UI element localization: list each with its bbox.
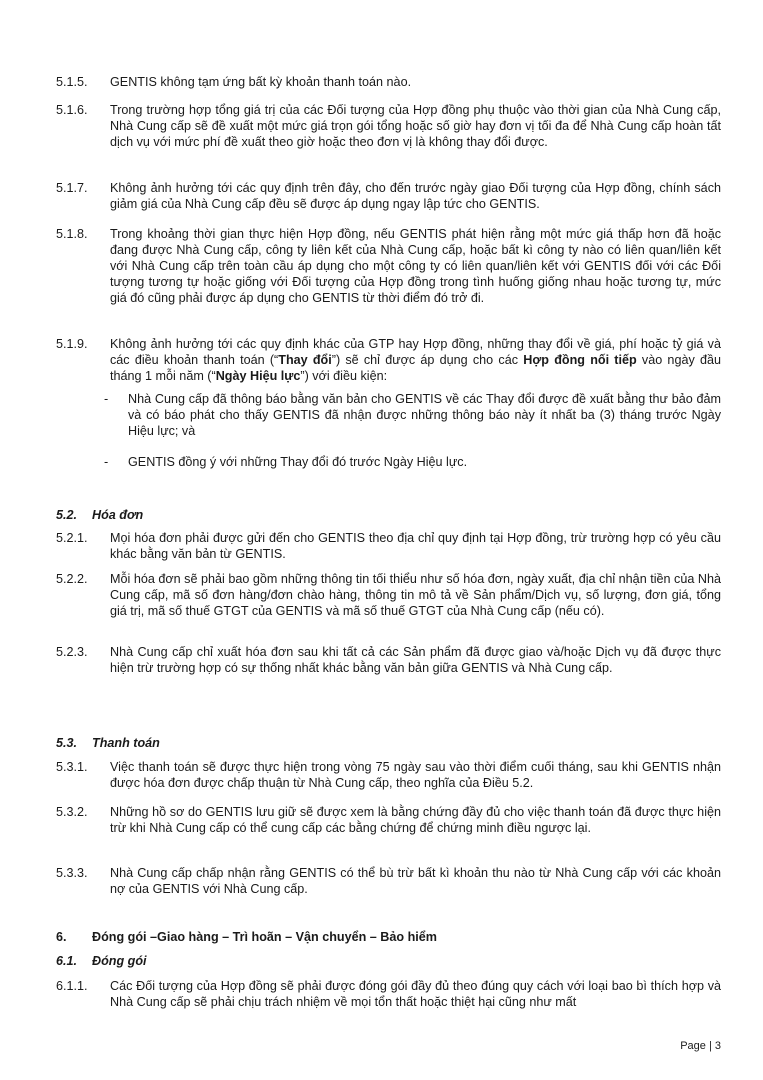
clause-5-3-1: [56, 759, 721, 791]
clause-text: Trong trường hợp tổng giá trị của các Đối tượng của Hợp đồng phụ thuộc vào thời gian của Nhà Cung cấp, Nhà Cung cấp sẽ đề xuất một mức giá trọn gói tổng hoặc số giờ hay đơn vị tối đa để Nhà Cung cấp hoàn tất dịch vụ với mức phí đề xuất theo giờ hoặc theo đơn vị là không thay đổi được.: [110, 103, 721, 149]
clause-text: Các Đối tượng của Hợp đồng sẽ phải được đóng gói đầy đủ theo đúng quy cách với loại bao bì thích hợp và Nhà Cung cấp sẽ phải chịu trách nhiệm về mọi tổn thất hoặc thiệt hại cũng như mất: [110, 979, 721, 1009]
clause-text: Mỗi hóa đơn sẽ phải bao gồm những thông tin tối thiểu như số hóa đơn, ngày xuất, địa chỉ nhận tiền của Nhà Cung cấp, mã số đơn hàng/đơn chào hàng, thông tin mô tả về Sản phẩm/Dịch vụ, số lượng, đơn giá, tổng giá trị, mã số thuế GTGT của GENTIS và mã số thuế GTGT của Nhà Cung cấp (nếu có).: [110, 572, 721, 618]
defined-term-ngay-hieu-luc: Ngày Hiệu lực: [215, 369, 301, 383]
clause-number: 5.1.7.: [56, 181, 88, 195]
clause-text: Mọi hóa đơn phải được gửi đến cho GENTIS theo địa chỉ quy định tại Hợp đồng, trừ trường hợp có yêu cầu khác bằng văn bản từ GENTIS.: [110, 531, 721, 561]
clause-number: 5.2.1.: [56, 531, 88, 545]
bullet-text: Nhà Cung cấp đã thông báo bằng văn bản cho GENTIS về các Thay đổi được đề xuất bằng thư bảo đảm và có báo phát cho thấy GENTIS đã nhận được những thông báo này ít nhất ba (3) tháng trước Ngày Hiệu lực; và: [128, 392, 721, 438]
page-number: Page | 3: [680, 1040, 721, 1052]
clause-number: 5.1.9.: [56, 337, 88, 351]
section-heading-5-3: [56, 735, 160, 751]
heading-title: Đóng gói –Giao hàng – Trì hoãn – Vận chuyển – Bảo hiểm: [92, 930, 437, 944]
clause-number: 6.1.1.: [56, 979, 88, 993]
clause-number: 5.3.3.: [56, 866, 88, 880]
section-heading-6: [56, 929, 437, 945]
bullet-dash: -: [104, 392, 109, 406]
clause-text: Những hồ sơ do GENTIS lưu giữ sẽ được xem là bằng chứng đầy đủ cho việc thanh toán đã được thực hiện trừ khi Nhà Cung cấp có thể cung cấp các bằng chứng để chứng minh điều ngược lại.: [110, 805, 721, 835]
clause-number: 5.1.5.: [56, 75, 88, 89]
clause-number: 5.1.8.: [56, 227, 88, 241]
clause-number: 5.1.6.: [56, 103, 88, 117]
bullet-item: [104, 391, 721, 439]
bullet-dash: -: [104, 455, 109, 469]
text-part: Không ảnh hưởng tới các quy định khác của GTP hay Hợp đồng, những thay đổi về giá, phí hoặc tỷ giá và các điều khoản thanh toán (“: [110, 337, 721, 367]
clause-text: Nhà Cung cấp chấp nhận rằng GENTIS có thể bù trừ bất kì khoản thu nào từ Nhà Cung cấp với các khoản nợ của GENTIS với Nhà Cung cấp.: [110, 866, 721, 896]
clause-5-1-6: [56, 102, 721, 150]
heading-title: Thanh toán: [92, 736, 160, 750]
clause-text: Việc thanh toán sẽ được thực hiện trong vòng 75 ngày sau vào thời điểm cuối tháng, sau khi GENTIS nhận được hóa đơn được chấp thuận từ Nhà Cung cấp, theo nghĩa của Điều 5.2.: [110, 760, 721, 790]
clause-text: Nhà Cung cấp chỉ xuất hóa đơn sau khi tất cả các Sản phẩm đã được giao và/hoặc Dịch vụ đã được thực hiện trừ trường hợp có sự thống nhất khác bằng văn bản giữa GENTIS và Nhà Cung cấp.: [110, 645, 721, 675]
heading-number: 5.3.: [56, 736, 78, 750]
text-part: ”) với điều kiện:: [300, 369, 388, 383]
bullet-item: [104, 454, 721, 470]
clause-text: [110, 336, 721, 384]
clause-text: Trong khoảng thời gian thực hiện Hợp đồng, nếu GENTIS phát hiện rằng một mức giá thấp hơn đã hoặc đang được Nhà Cung cấp, công ty liên kết của Nhà Cung cấp, hoặc bất kì công ty nào có liên quan/liên kết với Nhà Cung cấp trên toàn cầu áp dụng cho một công ty có liên quan/liên kết với GENTIS đối với các Đối tượng tương tự hoặc giống với Đối tượng của Hợp đồng trong tình huống giống nhau hoặc tương tự, mức giá đó cũng phải được áp dụng cho GENTIS từ thời điểm đó trở đi.: [110, 227, 721, 305]
clause-number: 5.3.1.: [56, 760, 88, 774]
heading-number: 6.: [56, 930, 67, 944]
heading-title: Hóa đơn: [92, 508, 144, 522]
heading-title: Đóng gói: [92, 954, 147, 968]
bullet-text: GENTIS đồng ý với những Thay đổi đó trước Ngày Hiệu lực.: [128, 455, 468, 469]
heading-number: 5.2.: [56, 508, 78, 522]
section-heading-6-1: [56, 953, 147, 969]
clause-5-2-1: [56, 530, 721, 562]
clause-6-1-1: [56, 978, 721, 1010]
section-heading-5-2: [56, 507, 143, 523]
clause-text: Không ảnh hưởng tới các quy định trên đây, cho đến trước ngày giao Đối tượng của Hợp đồng, chính sách giảm giá của Nhà Cung cấp đều sẽ được áp dụng ngay lập tức cho GENTIS.: [110, 181, 721, 211]
clause-number: 5.3.2.: [56, 805, 88, 819]
defined-term-thay-doi: Thay đổi: [278, 353, 332, 367]
text-part: vào ngày đầu tháng 1 mỗi năm (“: [110, 353, 721, 383]
clause-5-2-3: [56, 644, 721, 676]
clause-5-1-9: [56, 336, 721, 384]
clause-5-1-5: [56, 74, 721, 90]
clause-5-3-2: [56, 804, 721, 836]
clause-5-1-7: [56, 180, 721, 212]
clause-number: 5.2.3.: [56, 645, 88, 659]
text-part: ”) sẽ chỉ được áp dụng cho các: [331, 353, 524, 367]
clause-5-2-2: [56, 571, 721, 619]
clause-5-1-8: [56, 226, 721, 306]
defined-term-hop-dong-noi-tiep: Hợp đồng nối tiếp: [523, 353, 637, 367]
heading-number: 6.1.: [56, 954, 78, 968]
clause-5-3-3: [56, 865, 721, 897]
clause-number: 5.2.2.: [56, 572, 88, 586]
clause-text: GENTIS không tạm ứng bất kỳ khoản thanh toán nào.: [110, 75, 412, 89]
